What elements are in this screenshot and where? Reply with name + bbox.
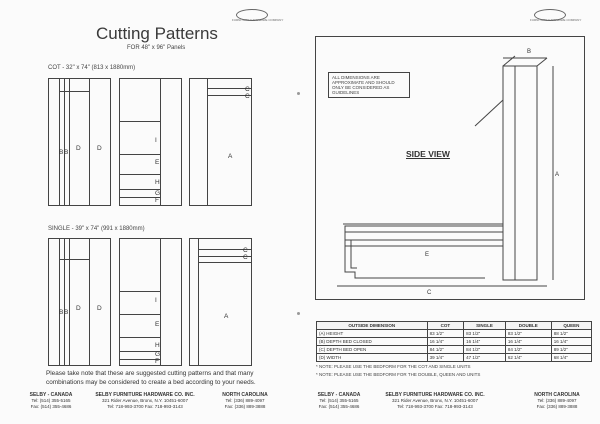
table-note-2: * NOTE: PLEASE USE THE BEDFORM FOR THE DOUBLE, QUEEN AND UNITS [316, 372, 481, 377]
cot-piece-b1: B [59, 149, 64, 156]
page-title: Cutting Patterns [96, 24, 218, 43]
header-double: DOUBLE [505, 322, 551, 330]
single-piece-b2: B [64, 309, 69, 316]
cot-piece-c1: C [245, 86, 250, 93]
single-piece-e: E [155, 321, 160, 328]
dim-c-letter: C [427, 290, 432, 296]
header-queen: QUEEN [551, 322, 591, 330]
footer-canada-fax: Fax: (514) 355-4686 [30, 404, 72, 409]
header-single: SINGLE [464, 322, 506, 330]
row-label: (A) HEIGHT [317, 330, 428, 338]
callout-line-2: APPROXIMATE AND SHOULD [332, 80, 395, 85]
cell-cot: 16 1/4" [427, 338, 464, 346]
single-piece-i: I [155, 297, 157, 304]
dimension-table [316, 321, 592, 362]
row-label: (B) DEPTH BED CLOSED [317, 338, 428, 346]
cot-piece-d2: D [97, 145, 102, 152]
single-piece-f: F [155, 358, 159, 365]
company-logo [232, 8, 284, 24]
single-panel-3 [189, 238, 252, 366]
header-cot: COT [427, 322, 464, 330]
single-piece-h: H [155, 342, 160, 349]
right-page [300, 0, 600, 424]
cell-double: 62 1/4" [505, 354, 551, 362]
cell-queen: 88 1/2" [551, 330, 591, 338]
cot-piece-a: A [228, 153, 233, 160]
single-panel-2 [119, 238, 182, 366]
cell-queen: 16 1/4" [551, 338, 591, 346]
cell-single: 47 1/2" [464, 354, 506, 362]
cot-piece-b2: B [64, 149, 69, 156]
footer-r-bronx-phone: Tel: 718-993-3700 Fax: 718-993-3143 [397, 404, 473, 409]
company-logo-right [530, 8, 582, 24]
callout-line-4: GUIDELINES [332, 90, 360, 95]
footer-bronx-title: SELBY FURNITURE HARDWARE CO. INC. [95, 392, 195, 398]
footer-r-canada-title: SELBY - CANADA [317, 392, 361, 398]
table-row [317, 330, 592, 338]
side-view-drawing [315, 36, 585, 300]
cot-label: COT - 32" x 74" (813 x 1880mm) [48, 65, 136, 71]
single-piece-b1: B [59, 309, 64, 316]
single-piece-g: G [155, 351, 161, 358]
cell-single: 83 1/2" [464, 330, 506, 338]
row-label: (C) DEPTH BED OPEN [317, 346, 428, 354]
cell-queen: 68 1/4" [551, 354, 591, 362]
footer-r-nc-tel: Tel: (336) 889-4097 [537, 398, 577, 403]
footer-left-canada [20, 392, 82, 410]
footer-bronx-address: 321 Rider Avenue, Bronx, N.Y. 10451-6007 [102, 398, 188, 403]
table-row [317, 354, 592, 362]
cot-piece-i: I [155, 137, 157, 144]
footer-r-bronx-address: 321 Rider Avenue, Bronx, N.Y. 10451-6007 [392, 398, 478, 403]
dim-b-letter: B [527, 49, 532, 55]
footer-left-nc [210, 392, 280, 410]
dim-e-letter: E [425, 252, 430, 258]
page-subtitle: FOR 48" x 96" Panels [127, 45, 186, 51]
callout-line-1: ALL DIMENSIONS ARE [332, 75, 380, 80]
footer-nc-title: NORTH CAROLINA [222, 392, 268, 398]
single-piece-c2: C [243, 254, 248, 261]
cell-single: 84 1/2" [464, 346, 506, 354]
cell-cot: 83 1/2" [427, 330, 464, 338]
single-piece-d2: D [97, 305, 102, 312]
header-outside-dimension: OUTSIDE DIMENSION [317, 322, 428, 330]
footer-canada-tel: Tel: (514) 355-5165 [31, 398, 71, 403]
single-label: SINGLE - 39" x 74" (991 x 1880mm) [48, 226, 145, 232]
footer-nc-fax: Fax: (336) 889-3888 [224, 404, 266, 409]
logo-text-right: FURNITURE HARDWARE COMPANY [530, 18, 582, 22]
cell-double: 16 1/4" [505, 338, 551, 346]
dimension-table-header [317, 322, 592, 330]
single-piece-c1: C [243, 247, 248, 254]
note-line-1: Please take note that these are suggested cutting patterns and that many [46, 370, 254, 377]
single-piece-d1: D [76, 305, 81, 312]
footer-right-nc [522, 392, 592, 410]
footer-r-bronx-title: SELBY FURNITURE HARDWARE CO. INC. [385, 392, 485, 398]
cot-piece-h: H [155, 179, 160, 186]
table-note-1: * NOTE: PLEASE USE THE BEDFORM FOR THE COT AND SINGLE UNITS [316, 364, 471, 369]
cot-piece-g: G [155, 190, 161, 197]
note-line-2: combinations may be considered to create a bed according to your needs. [46, 379, 256, 386]
cot-panel-2 [119, 78, 182, 206]
cell-double: 83 1/2" [505, 330, 551, 338]
cot-piece-e: E [155, 159, 160, 166]
table-row [317, 346, 592, 354]
footer-right-canada [308, 392, 370, 410]
footer-canada-title: SELBY - CANADA [29, 392, 73, 398]
footer-nc-tel: Tel: (336) 889-4097 [225, 398, 265, 403]
cell-cot: 39 1/4" [427, 354, 464, 362]
cell-queen: 89 1/2" [551, 346, 591, 354]
row-label: (D) WIDTH [317, 354, 428, 362]
cot-piece-d1: D [76, 145, 81, 152]
cell-single: 16 1/4" [464, 338, 506, 346]
cot-panel-1 [48, 78, 111, 206]
footer-r-nc-fax: Fax: (336) 889-3888 [536, 404, 578, 409]
cot-piece-c2: C [245, 93, 250, 100]
single-panel-1 [48, 238, 111, 366]
footer-left-bronx [90, 392, 200, 410]
cot-panel-3 [189, 78, 252, 206]
footer-r-nc-title: NORTH CAROLINA [534, 392, 580, 398]
logo-text: FURNITURE HARDWARE COMPANY [232, 18, 284, 22]
cot-piece-f: F [155, 197, 159, 204]
callout-line-3: ONLY BE CONSIDERED AS [332, 85, 390, 90]
side-view-label: SIDE VIEW [406, 149, 450, 159]
footer-right-bronx [380, 392, 490, 410]
footer-r-canada-tel: Tel: (514) 355-5165 [319, 398, 359, 403]
footer-r-canada-fax: Fax: (514) 355-4686 [318, 404, 360, 409]
cell-cot: 84 1/2" [427, 346, 464, 354]
footer-bronx-phone: Tel: 718-993-3700 Fax: 718-993-3143 [107, 404, 183, 409]
single-piece-a: A [224, 313, 229, 320]
dim-a-letter: A [555, 172, 560, 178]
cell-double: 84 1/2" [505, 346, 551, 354]
table-row [317, 338, 592, 346]
